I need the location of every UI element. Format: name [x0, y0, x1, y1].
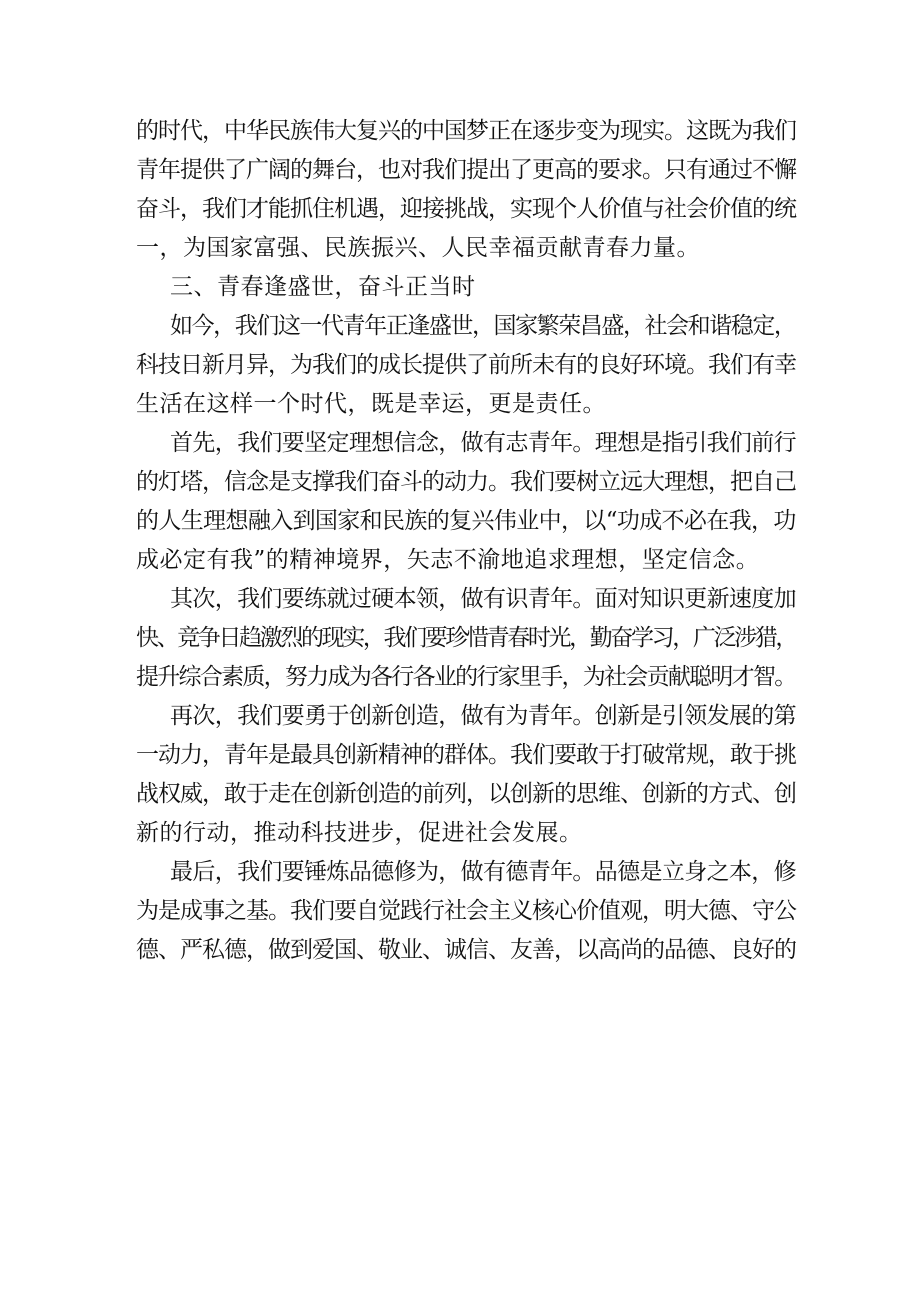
text-line: 为是成事之基。我们要自觉践行社会主义核心价值观，明大德、守公 [136, 898, 796, 924]
paragraph [136, 307, 796, 424]
paragraph [136, 697, 796, 853]
paragraph [136, 424, 796, 580]
paragraph [136, 112, 796, 268]
text-line: 提升综合素质，努力成为各行各业的行家里手，为社会贡献聪明才智。 [136, 664, 796, 690]
text-line: 首先，我们要坚定理想信念，做有志青年。理想是指引我们前行 [170, 430, 797, 456]
text-line: 新的行动，推动科技进步，促进社会发展。 [136, 820, 583, 846]
document-body [136, 112, 796, 970]
text-line: 的人生理想融入到国家和民族的复兴伟业中，以“功成不必在我，功 [136, 508, 796, 534]
text-line: 生活在这样一个时代，既是幸运，更是责任。 [136, 391, 606, 417]
text-line: 最后，我们要锤炼品德修为，做有德青年。品德是立身之本，修 [170, 859, 797, 885]
text-line: 的灯塔，信念是支撑我们奋斗的动力。我们要树立远大理想，把自己 [136, 469, 796, 495]
text-line: 一，为国家富强、民族振兴、人民幸福贡献青春力量。 [136, 235, 700, 261]
text-line: 战权威，敢于走在创新创造的前列，以创新的思维、创新的方式、创 [136, 781, 796, 807]
text-line: 的时代，中华民族伟大复兴的中国梦正在逐步变为现实。这既为我们 [136, 118, 796, 144]
text-line: 成必定有我”的精神境界，矢志不渝地追求理想，坚定信念。 [136, 547, 760, 573]
text-line: 青年提供了广阔的舞台，也对我们提出了更高的要求。只有通过不懈 [136, 157, 796, 183]
text-line: 三、青春逢盛世，奋斗正当时 [170, 274, 476, 300]
text-line: 德、严私德，做到爱国、敬业、诚信、友善，以高尚的品德、良好的 [136, 937, 796, 963]
paragraph [136, 853, 796, 970]
text-line: 快、竞争日趋激烈的现实，我们要珍惜青春时光，勤奋学习，广泛涉猎， [136, 625, 796, 651]
text-line: 如今，我们这一代青年正逢盛世，国家繁荣昌盛，社会和谐稳定， [170, 313, 796, 339]
text-line: 科技日新月异，为我们的成长提供了前所未有的良好环境。我们有幸 [136, 352, 796, 378]
section-heading [136, 268, 796, 307]
text-line: 其次，我们要练就过硬本领，做有识青年。面对知识更新速度加 [170, 586, 797, 612]
text-line: 一动力，青年是最具创新精神的群体。我们要敢于打破常规，敢于挑 [136, 742, 796, 768]
paragraph [136, 580, 796, 697]
text-line: 再次，我们要勇于创新创造，做有为青年。创新是引领发展的第 [170, 703, 797, 729]
text-line: 奋斗，我们才能抓住机遇，迎接挑战，实现个人价值与社会价值的统 [136, 196, 796, 222]
